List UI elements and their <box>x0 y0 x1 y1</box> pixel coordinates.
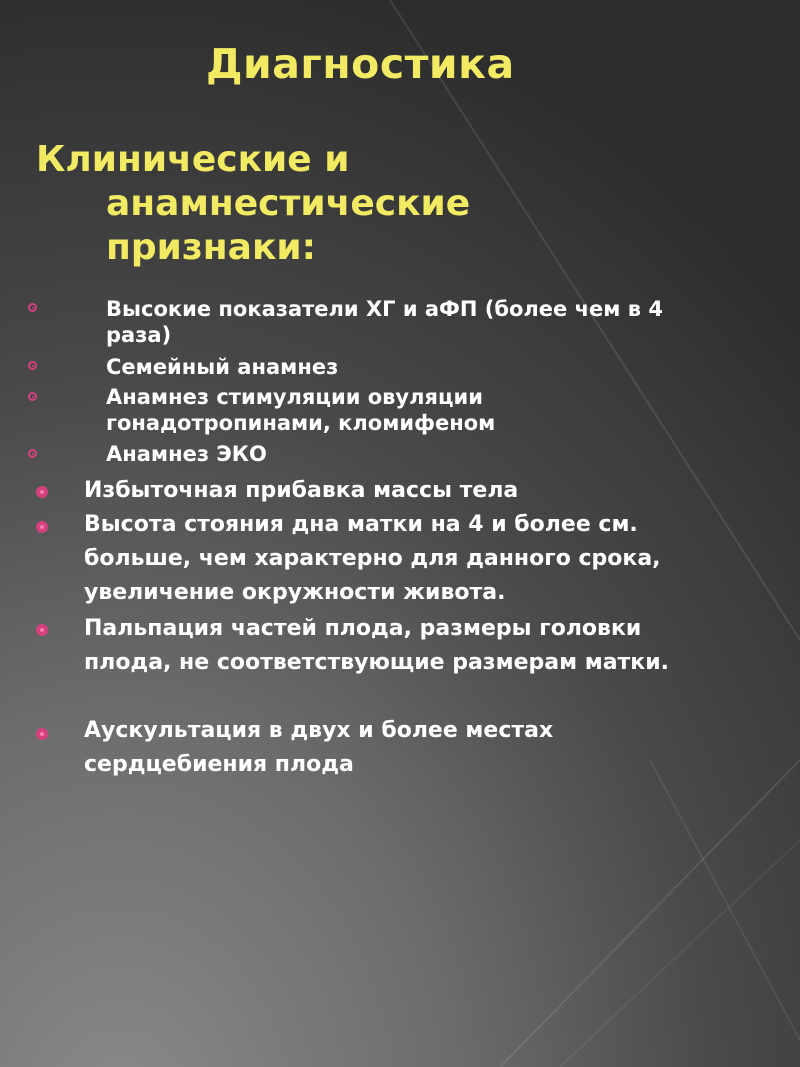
subtitle-line-2: анамнестические <box>106 183 471 224</box>
subtitle-line-3: признаки: <box>106 227 317 268</box>
circle-bullet-icon <box>28 449 37 458</box>
slide-title: Диагностика <box>206 40 515 88</box>
list-item <box>106 296 686 348</box>
list-item-text: Высокие показатели ХГ и аФП (более чем в 4 раза) <box>106 297 663 347</box>
list-item-text: Анамнез ЭКО <box>106 442 267 466</box>
list-item-text: Высота стояния дна матки на 4 и более см. больше, чем характерно для данного срока, увеличение окружности живота. <box>84 512 661 605</box>
list-item-text: Аускультация в двух и более местах сердцебиения плода <box>84 718 554 777</box>
circle-bullet-icon <box>36 486 48 498</box>
list-item <box>84 714 624 782</box>
list-item <box>84 474 724 508</box>
list-item-text: Анамнез стимуляции овуляции гонадотропинами, кломифеном <box>106 385 496 435</box>
circle-bullet-icon <box>28 303 37 312</box>
list-item <box>106 441 686 467</box>
list-item-text: Пальпация частей плода, размеры головки плода, не соответствующие размерам матки. <box>84 616 670 675</box>
list-item <box>84 508 684 610</box>
list-item-text: Семейный анамнез <box>106 355 339 379</box>
list-item <box>84 612 684 680</box>
list-item-text: Избыточная прибавка массы тела <box>84 478 519 503</box>
slide-subtitle <box>36 138 596 270</box>
circle-bullet-icon <box>36 728 48 740</box>
circle-bullet-icon <box>36 624 48 636</box>
circle-bullet-icon <box>28 392 37 401</box>
list-item <box>106 354 686 380</box>
subtitle-line-1: Клинические и <box>36 139 350 180</box>
circle-bullet-icon <box>36 521 48 533</box>
circle-bullet-icon <box>28 361 37 370</box>
list-item <box>106 384 576 436</box>
